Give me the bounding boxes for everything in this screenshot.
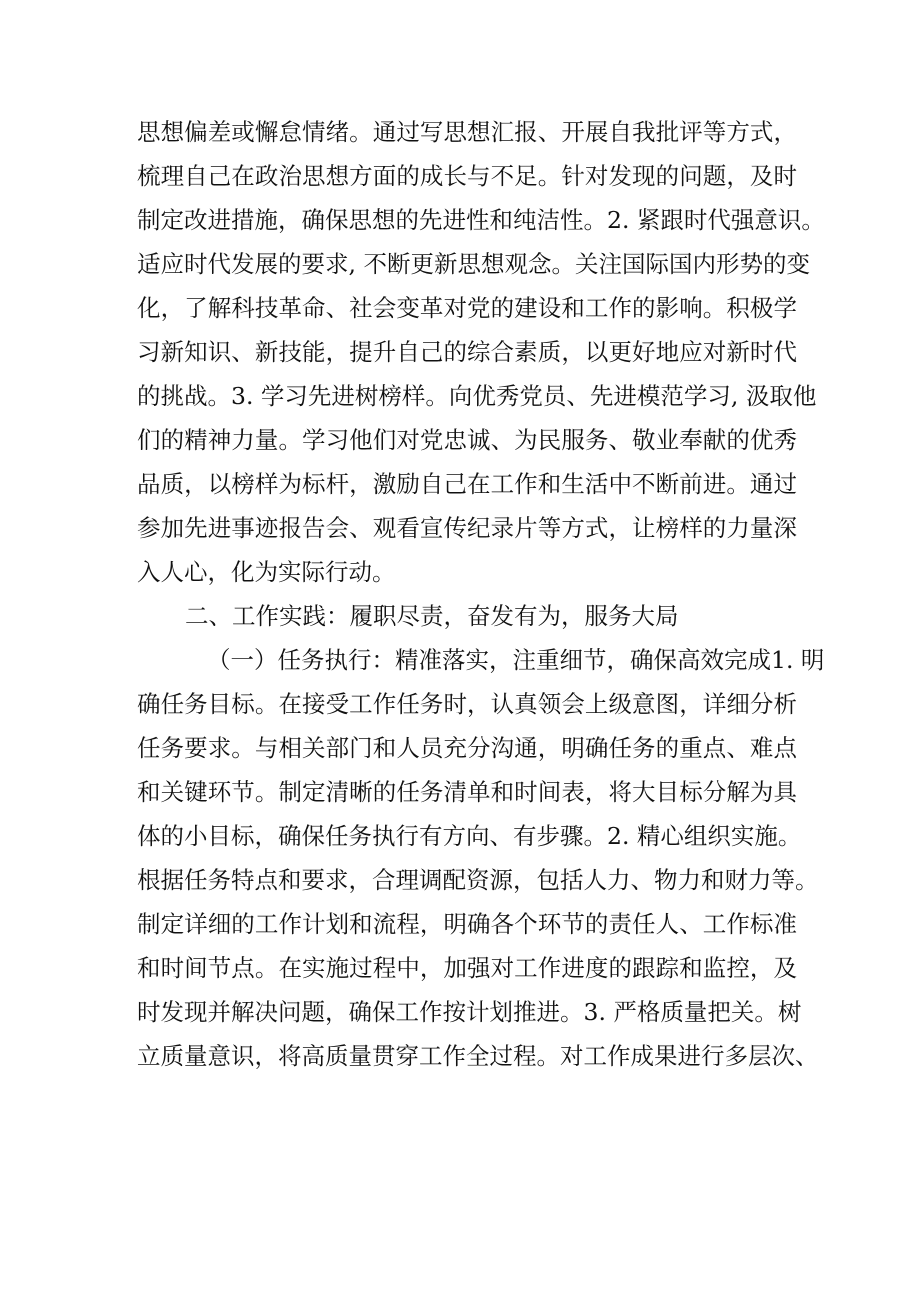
text-line: 体的小目标，确保任务执行有方向、有步骤。2. 精心组织实施。 [137, 822, 802, 850]
text-line: 化，了解科技革命、社会变革对党的建设和工作的影响。积极学 [137, 294, 797, 322]
subsection-heading: （一）任务执行：精准落实，注重细节，确保高效完成1. 明 [207, 646, 825, 674]
text-line: 和关键环节。制定清晰的任务清单和时间表，将大目标分解为具 [137, 778, 797, 806]
text-line: 和时间节点。在实施过程中，加强对工作进度的跟踪和监控，及 [137, 954, 797, 982]
text-line: 参加先进事迹报告会、观看宣传纪录片等方式，让榜样的力量深 [137, 514, 797, 542]
text-line: 的挑战。3. 学习先进树榜样。向优秀党员、先进模范学习, 汲取他 [137, 382, 817, 410]
body-text [137, 110, 825, 1078]
text-line: 梳理自己在政治思想方面的成长与不足。针对发现的问题，及时 [137, 162, 797, 190]
text-line: 习新知识、新技能，提升自己的综合素质，以更好地应对新时代 [137, 338, 797, 366]
text-line: 时发现并解决问题，确保工作按计划推进。3. 严格质量把关。树 [137, 998, 802, 1026]
text-line: 适应时代发展的要求, 不断更新思想观念。关注国际国内形势的变 [137, 250, 810, 278]
text-line: 品质，以榜样为标杆，激励自己在工作和生活中不断前进。通过 [137, 470, 797, 498]
section-heading: 二、工作实践：履职尽责，奋发有为，服务大局 [185, 602, 679, 630]
text-line: 制定详细的工作计划和流程，明确各个环节的责任人、工作标准 [137, 910, 797, 938]
text-line: 们的精神力量。学习他们对党忠诚、为民服务、敬业奉献的优秀 [137, 426, 797, 454]
text-line: 思想偏差或懈怠情绪。通过写思想汇报、开展自我批评等方式， [137, 118, 797, 146]
text-line: 任务要求。与相关部门和人员充分沟通，明确任务的重点、难点 [137, 734, 797, 762]
text-line: 确任务目标。在接受工作任务时，认真领会上级意图，详细分析 [137, 690, 797, 718]
text-line: 制定改进措施，确保思想的先进性和纯洁性。2. 紧跟时代强意识。 [137, 206, 825, 234]
text-line: 入人心，化为实际行动。 [137, 558, 396, 586]
text-line: 根据任务特点和要求，合理调配资源，包括人力、物力和财力等。 [137, 866, 819, 894]
text-line: 立质量意识，将高质量贯穿工作全过程。对工作成果进行多层次、 [137, 1042, 819, 1070]
